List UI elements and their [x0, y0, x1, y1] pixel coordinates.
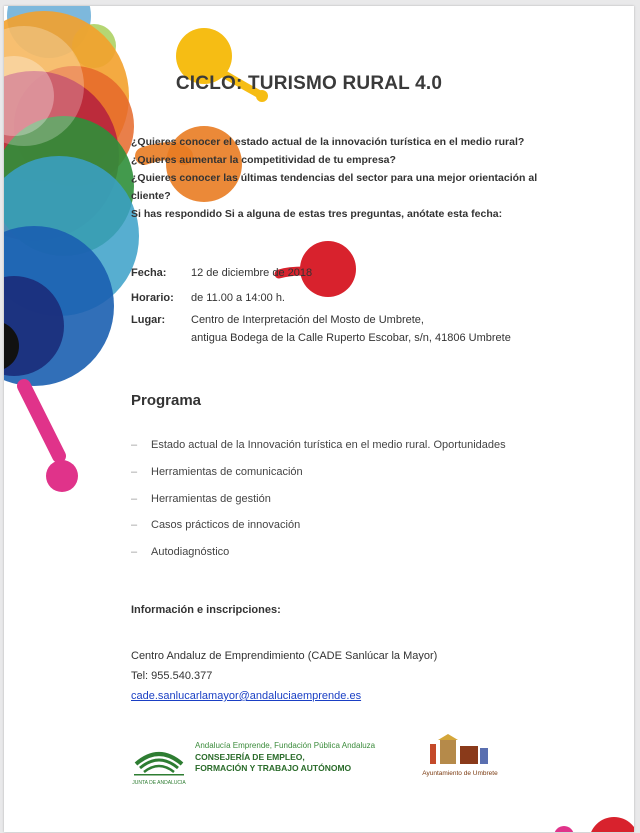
- list-item: [131, 493, 271, 505]
- logo-line-3: FORMACIÓN Y TRABAJO AUTÓNOMO: [195, 763, 352, 773]
- horario-label: Horario:: [131, 292, 174, 304]
- list-item: [131, 466, 303, 478]
- contact-phone: Tel: 955.540.377: [131, 670, 213, 682]
- list-item-text: Herramientas de gestión: [151, 493, 271, 505]
- contact-block: [131, 646, 437, 706]
- contact-email-link[interactable]: cade.sanlucarlamayor@andaluciaemprende.es: [131, 690, 362, 702]
- list-item-text: Autodiagnóstico: [151, 546, 230, 558]
- bullet-dash: –: [131, 493, 138, 505]
- logo-line-2: CONSEJERÍA DE EMPLEO,: [195, 751, 305, 762]
- corner-bubbles-decoration: [524, 802, 634, 832]
- fecha-value: 12 de diciembre de 2018: [191, 267, 313, 279]
- fecha-label: Fecha:: [131, 267, 167, 279]
- lugar-value-line2: antigua Bodega de la Calle Ruperto Escobar, s/n, 41806 Umbrete: [191, 332, 511, 344]
- programa-heading: Programa: [131, 392, 202, 409]
- list-item: [131, 439, 506, 451]
- question-line: cliente?: [131, 190, 171, 202]
- logo-line-1: Andalucía Emprende, Fundación Pública Andaluza: [195, 741, 376, 750]
- bullet-dash: –: [131, 519, 138, 531]
- list-item-text: Estado actual de la Innovación turística en el medio rural. Oportunidades: [151, 439, 506, 451]
- consejeria-text: [195, 740, 375, 775]
- flyer-page: [4, 6, 634, 832]
- umbrete-crest-icon: [420, 734, 500, 790]
- question-line: Si has respondido Si a alguna de estas tres preguntas, anótate esta fecha:: [131, 208, 503, 220]
- list-item-text: Casos prácticos de innovación: [151, 519, 301, 531]
- sponsor-logos: [130, 734, 510, 794]
- info-heading: Información e inscripciones:: [131, 604, 281, 616]
- junta-andalucia-logo-icon: [130, 742, 188, 786]
- umbrete-caption: Ayuntamiento de Umbrete: [422, 770, 498, 777]
- page-title: CICLO: TURISMO RURAL 4.0: [175, 73, 443, 94]
- contact-center: Centro Andaluz de Emprendimiento (CADE Sanlúcar la Mayor): [131, 650, 438, 662]
- question-line: ¿Quieres conocer el estado actual de la innovación turística en el medio rural?: [131, 136, 525, 148]
- list-item: [131, 519, 300, 531]
- lugar-label: Lugar:: [131, 314, 166, 326]
- bullet-dash: –: [131, 466, 138, 478]
- junta-caption: JUNTA DE ANDALUCIA: [132, 780, 186, 786]
- list-item: [131, 546, 229, 558]
- intro-questions: [131, 133, 591, 223]
- lugar-value-line1: Centro de Interpretación del Mosto de Umbrete,: [191, 314, 424, 326]
- bullet-dash: –: [131, 546, 138, 558]
- question-line: ¿Quieres conocer las últimas tendencias del sector para una mejor orientación al: [131, 172, 538, 184]
- list-item-text: Herramientas de comunicación: [151, 466, 303, 478]
- question-line: ¿Quieres aumentar la competitividad de tu empresa?: [131, 154, 396, 166]
- bullet-dash: –: [131, 439, 138, 451]
- horario-value: de 11.00 a 14:00 h.: [191, 292, 285, 304]
